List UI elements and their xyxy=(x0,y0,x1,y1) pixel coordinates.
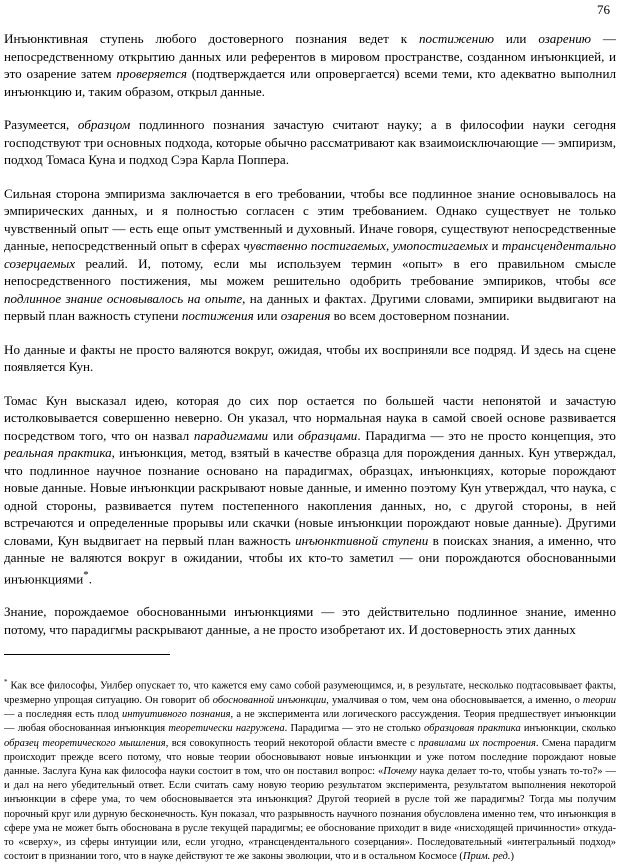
footnote xyxy=(4,675,616,864)
italic-text: реальная практика xyxy=(4,445,112,460)
italic-text: правилами их построения xyxy=(418,737,536,749)
text-run: во всем достоверном познании. xyxy=(330,308,510,323)
italic-text: обоснованной инъюнкции xyxy=(212,695,327,707)
italic-text: образец теоретического мышления xyxy=(4,737,166,749)
italic-text: инъюнктивной ступени xyxy=(295,532,429,548)
italic-text: постижению xyxy=(418,31,494,46)
text-run: наука делает то-то, чтобы узнать то-то?» — и дал на него убедительный ответ. Если считать саму новую теорию результатом эксперимента, результатом выполнения некоторой инъюнкции в сфере ума, то чем обосновывается эта инъюнкция? Другой теорией в русле той же парадигмы? Тогда мы получим порочный круг или дурную бесконечность. Кун показал, что разрывность научного познания обусловлена именно тем, что инъюнкция в сфере ума не может быть обоснована в русле текущей парадигмы; ее обоснование приходит в виде «нисходящей причинности» откуда-то «сверху», из сферы интуиции или, если угодно, «трансцендентального созерцания». Последовательный «интегральный подход» состоит в признании того, что в науке действуют те же законы эволюции, что и в остальном Космосе ( xyxy=(4,766,616,863)
italic-text: образцами xyxy=(298,427,358,443)
paragraph-2 xyxy=(4,116,616,169)
text-run: , на данных и фактах. Другими словами, эмпирики выдвигают на первый план важность ступени xyxy=(4,290,616,323)
italic-text: трансцендентально созерцаемых xyxy=(4,238,617,271)
text-run: Инъюнктивная ступень любого достоверного познания ведет к xyxy=(4,31,419,46)
text-run: Сильная сторона эмпиризма заключается в его требовании, чтобы все подлинное знание основывалось на эмпирических данных, и я полностью согласен с этим требованием. Однако существует не только чувственный опыт — есть еще опыт умственный и духовный. Иначе говоря, существуют непосредственные данные, непосредственный опыт в сферах xyxy=(4,185,616,253)
text-run: Знание, порождаемое обоснованными инъюнкциями — это действительно подлинное знание, именно потому, что парадигмы раскрывают данные, а не просто изобретают их. И достоверность этих данных xyxy=(4,604,616,637)
page-number: 76 xyxy=(597,2,610,17)
italic-text: проверяется xyxy=(116,66,187,81)
italic-text: озарению xyxy=(538,31,591,46)
italic-text: все подлинное знание основывалось на опыте xyxy=(4,273,616,306)
italic-text: теории xyxy=(582,695,616,707)
text-run: Разумеется, xyxy=(4,117,78,132)
text-run: Но данные и факты не просто валяются вокруг, ожидая, чтобы их восприняли все подряд. И здесь на сцене появляется Кун. xyxy=(4,341,616,374)
text-run: — непосредственному открытию данных или референтов в мировом пространстве, созданном инъюнкцией, и это озарение затем xyxy=(4,31,616,81)
paragraph-1 xyxy=(4,30,616,100)
text-run: , вся совокупность теорий некоторой области вместе с xyxy=(165,737,419,749)
text-run: или xyxy=(268,427,299,443)
footnote-marker: * xyxy=(4,678,8,687)
italic-text: озарения xyxy=(280,308,331,323)
text-run: или xyxy=(253,308,281,323)
text-run: , инъюнкция, метод, взятый в качестве образца для порождения данных. Кун утверждал, что подлинное научное познание основано на парадигмах, образцах, инъюнкциях, которые порождают новые данные. Новые инъюнкции раскрывают новые данные, и именно поэтому Кун утверждал, что наука, с одной стороны, развивается путем постепенного накопления данных, но, с другой стороны, в ней встречаются и определенные прорывы или скачки (новые инъюнкции порождают новые данные). Другими словами, Кун выдвигает на первый план важность xyxy=(4,445,616,548)
paragraph-6 xyxy=(4,603,616,638)
text-run: в поисках знания, а именно, что данные не валяются вокруг в ожидании, чтобы их кто-то заметил — они порождаются обоснованными инъюнкциями xyxy=(4,532,616,586)
italic-text: теоретически нагружена xyxy=(168,723,285,735)
text-run: . xyxy=(88,570,93,586)
italic-text: чувственно постигаемых, умопостигаемых xyxy=(243,238,489,253)
italic-text: постижения xyxy=(181,308,254,323)
text-run: ) xyxy=(510,851,514,863)
paragraph-3 xyxy=(4,185,616,325)
italic-text: парадигмами xyxy=(193,427,269,443)
italic-text: образцом xyxy=(77,117,131,132)
italic-text: интуитивного познания xyxy=(122,709,231,721)
text-run: . Смена парадигм происходит прежде всего потому, что новые теории обосновывают новые инъюнкции и уже потом последние порождают новые данные. Заслуга Куна как философа науки состоит в том, что он поставил вопрос: « xyxy=(4,737,616,778)
text-run: . Парадигма — это не столько xyxy=(284,723,425,735)
text-run: инъюнкции, сколько xyxy=(520,723,616,735)
page-body xyxy=(4,30,616,865)
footnote-divider xyxy=(4,654,170,655)
text-run: , а не эксперимента или логического рассуждения. Теория предшествует инъюнкции — любая обоснованная инъюнкция xyxy=(4,709,616,735)
text-run: Томас Кун высказал идею, которая до сих пор остается по большей части непонятой и зачастую истолковывается совершенно неверно. Он указал, что нормальная наука в самой своей основе развивается посредством того, что он назвал xyxy=(4,392,616,443)
italic-text: Почему xyxy=(383,766,417,778)
text-run: — а последняя есть плод xyxy=(4,709,122,721)
text-run: . Парадигма — это не просто концепция, это xyxy=(357,427,616,443)
footnote-marker: * xyxy=(83,568,89,581)
text-run: (подтверждается или опровергается) всеми теми, кто адекватно выполнил инъюнкцию и, таким образом, открыл данные. xyxy=(4,66,616,99)
text-run: Как все философы, Уилбер опускает то, что кажется ему само собой разумеющимся, и, в результате, несколько подтасовывает факты, чрезмерно упрощая ситуацию. Он говорит об xyxy=(4,680,616,707)
paragraph-5 xyxy=(4,392,616,588)
text-run: подлинного познания зачастую считают науку; а в философии науки сегодня господствуют три основных подхода, которые обычно рассматривают как взаимоисключающие — эмпиризм, подход Томаса Куна и подход Сэра Карла Поппера. xyxy=(4,117,616,167)
text-run: , умалчивая о том, чем она обосновывается, а именно, о xyxy=(326,695,583,707)
text-run: или xyxy=(493,31,539,46)
text-run: реалий. И, потому, если мы используем термин «опыт» в его правильном смысле непосредственного постижения, мы можем решительно одобрить требование эмпириков, чтобы xyxy=(4,255,616,288)
paragraph-4 xyxy=(4,341,616,376)
text-run: и xyxy=(488,238,502,253)
italic-text: образцовая практика xyxy=(424,723,521,735)
italic-text: Прим. ред. xyxy=(462,851,511,863)
